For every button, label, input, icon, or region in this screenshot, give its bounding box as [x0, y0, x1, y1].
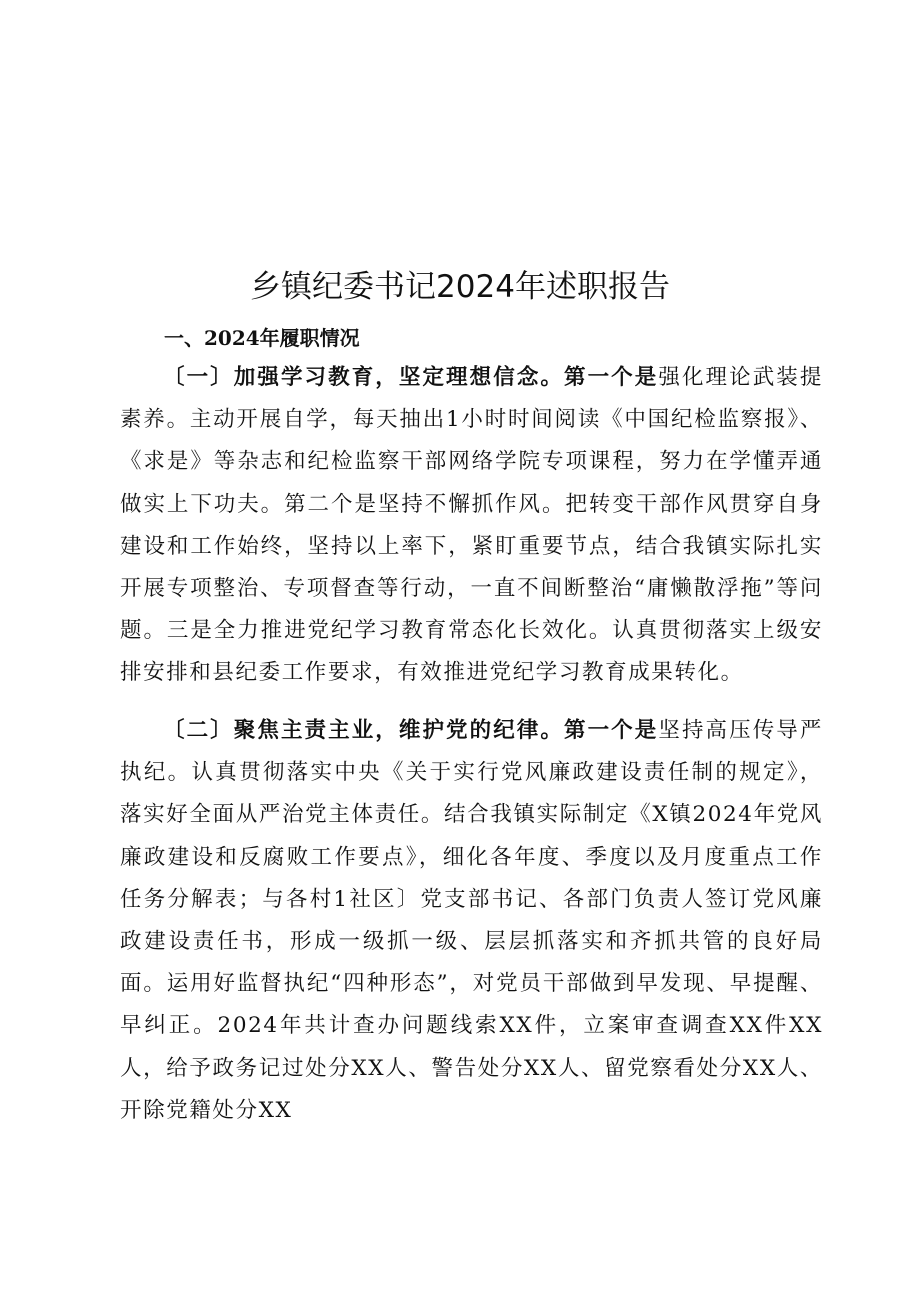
section-heading: 一、2024年履职情况	[164, 326, 360, 350]
paragraph-2	[120, 710, 823, 1132]
paragraph-2-body: 坚持高压传导严执纪。认真贯彻落实中央《关于实行党风廉政建设责任制的规定》，落实好全面从严治党主体责任。结合我镇实际制定《X镇2024年党风廉政建设和反腐败工作要点》，细化各年度、季度以及月度重点工作任务分解表；与各村1社区〕党支部书记、各部门负责人签订党风廉政建设责任书，形成一级抓一级、层层抓落实和齐抓共管的良好局面。运用好监督执纪“四种形态”，对党员干部做到早发现、早提醒、早纠正。2024年共计查办问题线索XX件，立案审查调查XX件XX人，给予政务记过处分XX人、警告处分XX人、留党察看处分XX人、开除党籍处分XX	[120, 718, 823, 1123]
paragraph-1-body: 强化理论武装提素养。主动开展自学，每天抽出1小时时间阅读《中国纪检监察报》、《求是》等杂志和纪检监察干部网络学院专项课程，努力在学懂弄通做实上下功夫。第二个是坚持不懈抓作风。把转变干部作风贯穿自身建设和工作始终，坚持以上率下，紧盯重要节点，结合我镇实际扎实开展专项整治、专项督查等行动，一直不间断整治“庸懒散浮拖”等问题。三是全力推进党纪学习教育常态化长效化。认真贯彻落实上级安排安排和县纪委工作要求，有效推进党纪学习教育成果转化。	[120, 365, 823, 686]
paragraph-1-lead: 〔一〕加强学习教育，坚定理想信念。第一个是	[163, 365, 659, 390]
document-title: 乡镇纪委书记2024年述职报告	[250, 269, 670, 305]
paragraph-1	[120, 357, 823, 695]
paragraph-2-lead: 〔二〕聚焦主责主业，维护党的纪律。第一个是	[163, 718, 659, 743]
